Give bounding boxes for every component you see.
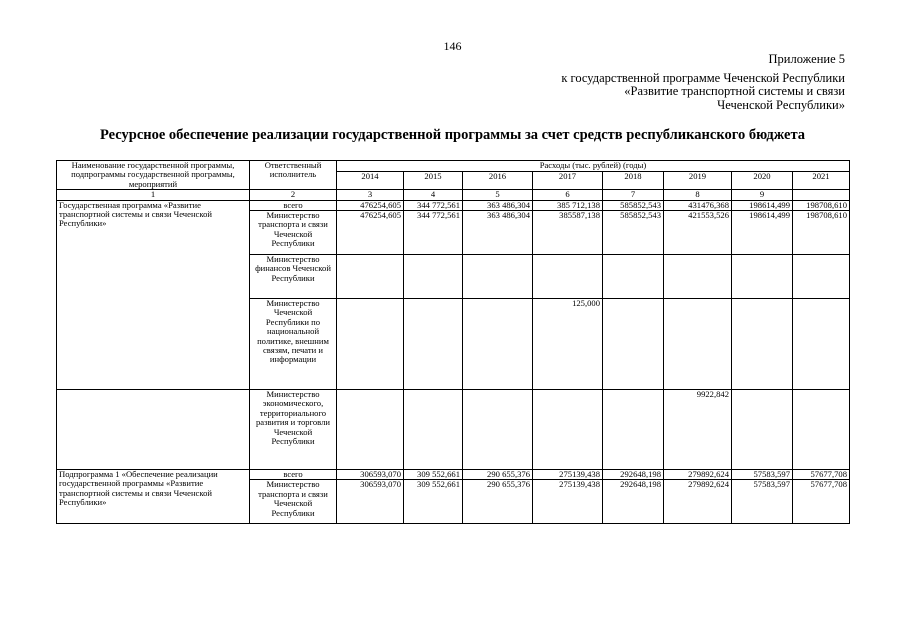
value-cell bbox=[793, 390, 850, 470]
value-cell: 476254,605 bbox=[337, 200, 404, 210]
header-name: Наименование государственной программы, подпрограммы государственной программы, мероприятий bbox=[57, 161, 250, 190]
executor-cell: Министерство финансов Чеченской Республики bbox=[250, 255, 337, 299]
header-executor: Ответственный исполнитель bbox=[250, 161, 337, 190]
header-year: 2015 bbox=[404, 172, 463, 190]
value-cell: 421553,526 bbox=[664, 211, 732, 255]
value-cell bbox=[732, 299, 793, 390]
value-cell: 306593,070 bbox=[337, 470, 404, 480]
executor-cell: всего bbox=[250, 470, 337, 480]
value-cell bbox=[404, 255, 463, 299]
value-cell: 476254,605 bbox=[337, 211, 404, 255]
value-cell: 309 552,661 bbox=[404, 470, 463, 480]
value-cell bbox=[337, 390, 404, 470]
value-cell: 385587,138 bbox=[533, 211, 603, 255]
value-cell bbox=[404, 299, 463, 390]
executor-cell: Министерство транспорта и связи Чеченской Республики bbox=[250, 211, 337, 255]
header-year: 2016 bbox=[463, 172, 533, 190]
value-cell: 279892,624 bbox=[664, 470, 732, 480]
page-number: 146 bbox=[443, 39, 462, 53]
subprogram-name: Подпрограмма 1 «Обеспечение реализации государственной программы «Развитие транспортной системы и связи Чеченской Республики» bbox=[57, 470, 250, 524]
header-year: 2017 bbox=[533, 172, 603, 190]
executor-cell: Министерство транспорта и связи Чеченской Республики bbox=[250, 480, 337, 524]
appendix-line: Чеченской Республики» bbox=[717, 97, 845, 112]
budget-table bbox=[56, 160, 850, 524]
column-number: 6 bbox=[533, 190, 603, 200]
value-cell: 290 655,376 bbox=[463, 480, 533, 524]
value-cell: 385 712,138 bbox=[533, 200, 603, 210]
column-number: 9 bbox=[732, 190, 793, 200]
value-cell bbox=[793, 299, 850, 390]
column-number: 3 bbox=[337, 190, 404, 200]
value-cell bbox=[337, 299, 404, 390]
header-year: 2014 bbox=[337, 172, 404, 190]
value-cell: 279892,624 bbox=[664, 480, 732, 524]
value-cell bbox=[533, 255, 603, 299]
table-row bbox=[57, 200, 850, 210]
value-cell: 585852,543 bbox=[603, 211, 664, 255]
value-cell: 309 552,661 bbox=[404, 480, 463, 524]
value-cell bbox=[603, 390, 664, 470]
program-name: Государственная программа «Развитие транспортной системы и связи Чеченской Республики» bbox=[57, 200, 250, 389]
column-number: 8 bbox=[664, 190, 732, 200]
value-cell bbox=[664, 299, 732, 390]
column-number: 2 bbox=[250, 190, 337, 200]
value-cell: 275139,438 bbox=[533, 480, 603, 524]
value-cell: 198614,499 bbox=[732, 211, 793, 255]
value-cell bbox=[463, 390, 533, 470]
value-cell: 9922,842 bbox=[664, 390, 732, 470]
value-cell: 306593,070 bbox=[337, 480, 404, 524]
header-year: 2019 bbox=[664, 172, 732, 190]
value-cell bbox=[533, 390, 603, 470]
value-cell: 198708,610 bbox=[793, 211, 850, 255]
column-number: 4 bbox=[404, 190, 463, 200]
value-cell: 363 486,304 bbox=[463, 200, 533, 210]
header-year: 2021 bbox=[793, 172, 850, 190]
value-cell bbox=[603, 299, 664, 390]
value-cell: 57677,708 bbox=[793, 480, 850, 524]
value-cell: 57583,597 bbox=[732, 480, 793, 524]
value-cell: 198708,610 bbox=[793, 200, 850, 210]
appendix-block bbox=[561, 53, 845, 112]
value-cell: 290 655,376 bbox=[463, 470, 533, 480]
value-cell bbox=[463, 299, 533, 390]
header-year: 2018 bbox=[603, 172, 664, 190]
value-cell bbox=[463, 255, 533, 299]
column-number bbox=[793, 190, 850, 200]
table-row bbox=[57, 390, 850, 470]
value-cell: 344 772,561 bbox=[404, 211, 463, 255]
value-cell: 292648,198 bbox=[603, 470, 664, 480]
value-cell: 125,000 bbox=[533, 299, 603, 390]
value-cell bbox=[404, 390, 463, 470]
appendix-label: Приложение 5 bbox=[768, 52, 845, 66]
executor-cell: Министерство Чеченской Республики по национальной политике, внешним связям, печати и информации bbox=[250, 299, 337, 390]
value-cell: 57583,597 bbox=[732, 470, 793, 480]
value-cell: 344 772,561 bbox=[404, 200, 463, 210]
column-number: 1 bbox=[57, 190, 250, 200]
column-number: 7 bbox=[603, 190, 664, 200]
value-cell: 363 486,304 bbox=[463, 211, 533, 255]
value-cell bbox=[732, 255, 793, 299]
appendix-line: к государственной программе Чеченской Республики bbox=[561, 70, 845, 85]
value-cell: 585852,543 bbox=[603, 200, 664, 210]
value-cell bbox=[337, 255, 404, 299]
header-year: 2020 bbox=[732, 172, 793, 190]
header-expenses: Расходы (тыс. рублей) (годы) bbox=[337, 161, 850, 172]
table-row bbox=[57, 470, 850, 480]
value-cell: 431476,368 bbox=[664, 200, 732, 210]
value-cell bbox=[732, 390, 793, 470]
value-cell: 198614,499 bbox=[732, 200, 793, 210]
executor-cell: всего bbox=[250, 200, 337, 210]
document-title: Ресурсное обеспечение реализации государственной программы за счет средств республиканского бюджета bbox=[99, 127, 805, 143]
value-cell bbox=[603, 255, 664, 299]
value-cell bbox=[664, 255, 732, 299]
program-name-empty bbox=[57, 390, 250, 470]
value-cell bbox=[793, 255, 850, 299]
value-cell: 57677,708 bbox=[793, 470, 850, 480]
column-number: 5 bbox=[463, 190, 533, 200]
executor-cell: Министерство экономического, территориального развития и торговли Чеченской Республики bbox=[250, 390, 337, 470]
value-cell: 275139,438 bbox=[533, 470, 603, 480]
value-cell: 292648,198 bbox=[603, 480, 664, 524]
appendix-line: «Развитие транспортной системы и связи bbox=[624, 84, 845, 98]
